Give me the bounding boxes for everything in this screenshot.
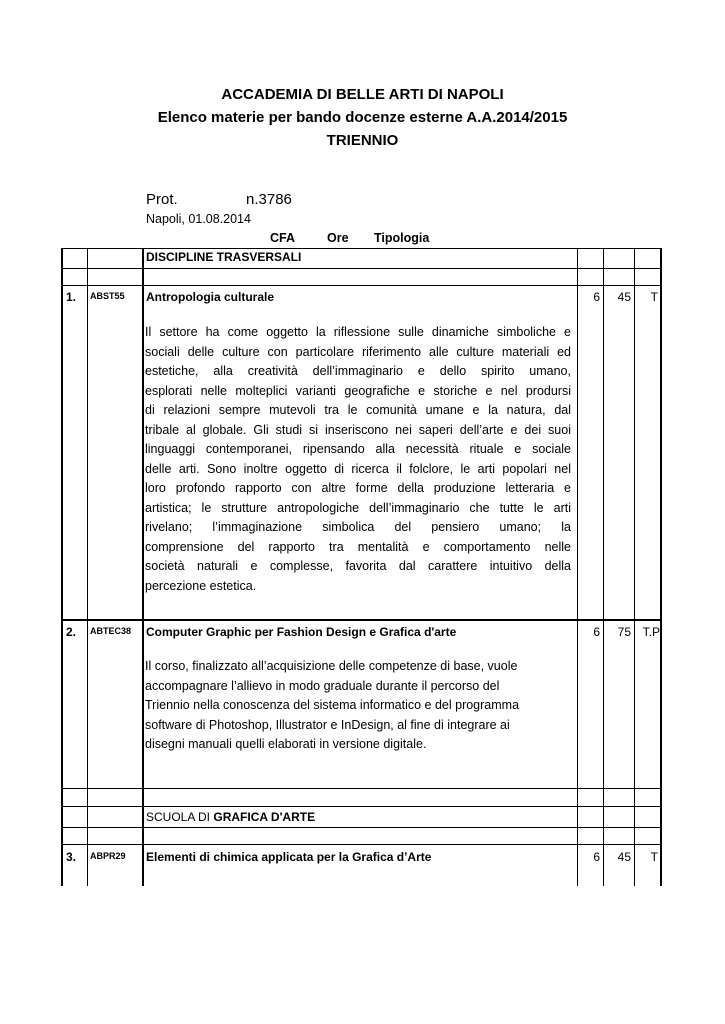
- description-line: esplorati nelle molteplici varianti geografiche e storiche e nel prodursi: [145, 383, 571, 398]
- course-code: ABTEC38: [90, 626, 132, 636]
- course-cfa: 6: [593, 290, 600, 304]
- table-border-top: [62, 248, 662, 249]
- description-line: tribale al globale. Gli studi si inseriscono nei saperi dell’arte e dei suoi: [145, 422, 571, 437]
- description-line: Triennio nella conoscenza del sistema informatico e del programma: [145, 698, 520, 712]
- course-title: Antropologia culturale: [146, 290, 275, 304]
- course-ore: 45: [617, 290, 631, 304]
- section-heading-prefix: SCUOLA DI: [146, 810, 214, 824]
- column-header-tipologia: Tipologia: [374, 231, 430, 245]
- protocol-label: Prot.: [146, 191, 178, 208]
- table-column-rule: [61, 248, 63, 886]
- course-tipologia: T: [650, 850, 658, 864]
- document-subtitle: Elenco materie per bando docenze esterne A.A.2014/2015: [157, 109, 568, 126]
- table-rule: [62, 788, 662, 789]
- course-title: Computer Graphic per Fashion Design e Grafica d'arte: [146, 625, 457, 639]
- description-line: società naturali e complesse, favorita dal carattere intuitivo della: [145, 559, 571, 573]
- description-line: comprensione del rapporto tra mentalità e comportamento nelle: [145, 539, 571, 554]
- document-title: ACCADEMIA DI BELLE ARTI DI NAPOLI: [221, 86, 504, 103]
- course-description: [145, 323, 571, 596]
- column-header-cfa: CFA: [270, 231, 295, 245]
- table-rule: [62, 619, 662, 621]
- description-line: percezione estetica.: [145, 578, 257, 593]
- course-ore: 75: [617, 625, 631, 639]
- section-heading-trasversali: DISCIPLINE TRASVERSALI: [146, 250, 302, 264]
- course-code: ABPR29: [90, 851, 126, 861]
- table-rule: [62, 268, 662, 269]
- table-rule: [62, 827, 662, 828]
- course-description: [145, 657, 571, 755]
- table-column-rule: [660, 248, 662, 886]
- table-rule: [62, 806, 662, 807]
- table-column-rule: [577, 248, 578, 886]
- description-line: artistica; le strutture antropologiche dell’immaginario che tutte le arti: [145, 500, 571, 515]
- description-line: rivelano; l’immaginazione simbolica del pensiero umano; la: [145, 520, 571, 534]
- description-line: disegni manuali quelli elaborati in versione digitale.: [145, 737, 427, 751]
- description-line: delle arti. Sono inoltre oggetto di ricerca il folclore, le arti popolari nel: [145, 461, 571, 476]
- description-line: estetiche, alla creatività dell’immaginario e dello spirito umano,: [145, 364, 571, 378]
- place-date: Napoli, 01.08.2014: [146, 212, 251, 226]
- description-line: accompagnare l’allievo in modo graduale durante il percorso del: [145, 678, 500, 693]
- description-line: linguaggi contemporanei, ripensando alla necessità rituale e sociale: [145, 442, 571, 456]
- description-line: Il corso, finalizzato all’acquisizione delle competenze di base, vuole: [145, 659, 518, 673]
- column-header-ore: Ore: [327, 231, 349, 245]
- table-column-rule: [87, 248, 88, 886]
- description-line: loro profondo rapporto con altre forme della produzione letteraria e: [145, 481, 571, 495]
- table-rule: [62, 844, 662, 845]
- table-rule: [62, 285, 662, 286]
- course-ore: 45: [617, 850, 631, 864]
- course-code: ABST55: [90, 291, 125, 301]
- description-line: Il settore ha come oggetto la riflessione sulle dinamiche simboliche e: [145, 325, 571, 339]
- document-level: TRIENNIO: [326, 132, 399, 149]
- protocol-number: n.3786: [246, 191, 292, 208]
- course-cfa: 6: [593, 850, 600, 864]
- course-index: 1.: [66, 290, 77, 304]
- description-line: di relazioni sempre mutevoli tra le comunità umane e la natura, dal: [145, 403, 571, 417]
- table-column-rule: [634, 248, 635, 886]
- course-index: 2.: [66, 625, 77, 639]
- course-index: 3.: [66, 850, 77, 864]
- table-column-rule: [603, 248, 604, 886]
- section-heading-name: GRAFICA D'ARTE: [213, 810, 316, 824]
- section-heading-scuola: [146, 810, 315, 824]
- course-title: Elementi di chimica applicata per la Grafica d’Arte: [146, 850, 432, 864]
- course-cfa: 6: [593, 625, 600, 639]
- course-tipologia: T.P: [642, 625, 660, 639]
- course-tipologia: T: [650, 290, 658, 304]
- table-column-rule: [142, 248, 144, 886]
- description-line: sociali delle culture con particolare riferimento alle culture materiali ed: [145, 344, 571, 359]
- description-line: software di Photoshop, Illustrator e InDesign, al fine di integrare ai: [145, 717, 510, 732]
